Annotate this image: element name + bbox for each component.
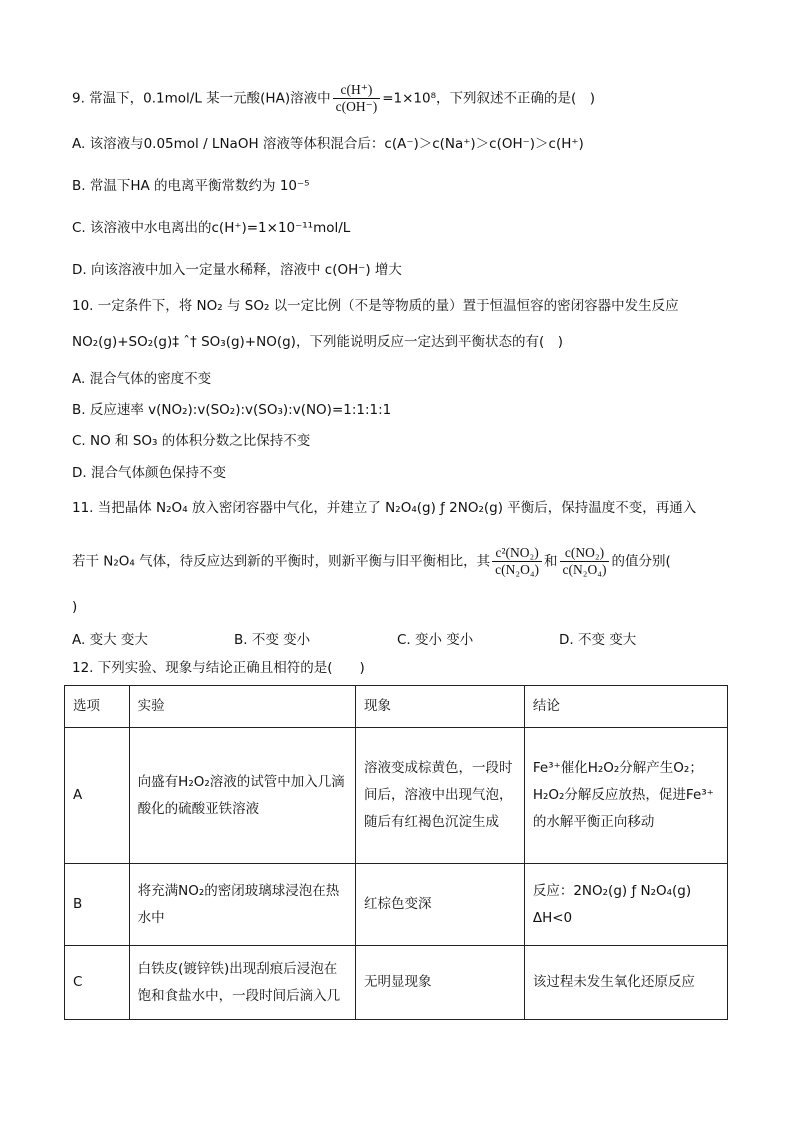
q11-stem-line3: ) (72, 599, 78, 615)
q11-conjunction: 和 (544, 553, 558, 570)
q11-option-c: C. 变小 变小 (397, 632, 474, 648)
option-cell: A (65, 728, 130, 864)
q11-stem-line1: 11. 当把晶体 N₂O₄ 放入密闭容器中气化，并建立了 N₂O₄(g) ƒ 2NO₂(g) 平衡后，保持温度不变，再通入 (72, 500, 697, 516)
q11-option-b: B. 不变 变小 (234, 632, 311, 648)
q11-stem-line2 (72, 545, 671, 578)
fraction-numerator: c(H⁺) (333, 82, 381, 99)
header-cell: 实验 (129, 686, 355, 728)
conclusion-cell: 该过程未发生氧化还原反应 (524, 946, 727, 1020)
header-cell: 选项 (65, 686, 130, 728)
q9-stem (72, 82, 595, 115)
q10-stem-line1: 10. 一定条件下，将 NO₂ 与 SO₂ 以一定比例（不是等物质的量）置于恒温恒容的密闭容器中发生反应 (72, 298, 679, 314)
q11-option-a: A. 变大 变大 (72, 632, 148, 648)
q11-option-d: D. 不变 变大 (559, 632, 637, 648)
q11-stem-text: 若干 N₂O₄ 气体，待反应达到新的平衡时，则新平衡与旧平衡相比，其 (72, 553, 491, 570)
q9-option-b: B. 常温下HA 的电离平衡常数约为 10⁻⁵ (72, 178, 310, 194)
q9-stem-tail: =1×10⁸，下列叙述不正确的是( ) (382, 90, 596, 107)
q11-options (72, 628, 732, 648)
q10-option-c: C. NO 和 SO₃ 的体积分数之比保持不变 (72, 433, 311, 449)
table-row (65, 728, 728, 864)
q10-stem-line2: NO₂(g)+SO₂(g)‡ ˆ† SO₃(g)+NO(g)，下列能说明反应一定达到平衡状态的有( ) (72, 334, 563, 350)
q10-option-d: D. 混合气体颜色保持不变 (72, 465, 226, 481)
experiment-cell: 白铁皮(镀锌铁)出现刮痕后浸泡在饱和食盐水中，一段时间后滴入几 (129, 946, 355, 1020)
q9-ratio-fraction (333, 82, 381, 115)
fraction-denominator: c(N₂O₄) (562, 562, 607, 577)
fraction-numerator: c²(NO₂) (492, 545, 542, 562)
experiment-cell: 将充满NO₂的密闭玻璃球浸泡在热水中 (129, 864, 355, 946)
q9-stem-text: 9. 常温下，0.1mol/L 某一元酸(HA)溶液中 (72, 90, 331, 107)
phenomenon-cell: 溶液变成棕黄色，一段时间后，溶液中出现气泡，随后有红褐色沉淀生成 (356, 728, 525, 864)
q10-option-a: A. 混合气体的密度不变 (72, 371, 212, 387)
option-cell: C (65, 946, 130, 1020)
phenomenon-cell: 无明显现象 (356, 946, 525, 1020)
phenomenon-cell: 红棕色变深 (356, 864, 525, 946)
q9-option-a: A. 该溶液与0.05mol / LNaOH 溶液等体积混合后：c(A⁻)＞c(Na⁺)＞c(OH⁻)＞c(H⁺) (72, 136, 584, 152)
q9-option-d: D. 向该溶液中加入一定量水稀释，溶液中 c(OH⁻) 增大 (72, 262, 402, 278)
header-cell: 现象 (356, 686, 525, 728)
q10-option-b: B. 反应速率 v(NO₂):v(SO₂):v(SO₃):v(NO)=1:1:1:1 (72, 402, 392, 418)
q11-fraction-2 (560, 545, 610, 578)
header-cell: 结论 (524, 686, 727, 728)
fraction-denominator: c(N₂O₄) (495, 562, 540, 577)
option-cell: B (65, 864, 130, 946)
fraction-numerator: c(NO₂) (560, 545, 610, 562)
experiment-table (64, 685, 728, 1020)
q11-stem-tail: 的值分别( (611, 553, 671, 570)
q12-stem: 12. 下列实验、现象与结论正确且相符的是( ) (72, 660, 365, 676)
q9-option-c: C. 该溶液中水电离出的c(H⁺)=1×10⁻¹¹mol/L (72, 220, 351, 236)
table-header-row (65, 686, 728, 728)
table-row (65, 946, 728, 1020)
fraction-denominator: c(OH⁻) (335, 99, 378, 114)
conclusion-cell: 反应：2NO₂(g) ƒ N₂O₄(g) ΔH<0 (524, 864, 727, 946)
conclusion-cell: Fe³⁺催化H₂O₂分解产生O₂；H₂O₂分解反应放热，促进Fe³⁺的水解平衡正向移动 (524, 728, 727, 864)
q11-fraction-1 (492, 545, 542, 578)
table-row (65, 864, 728, 946)
experiment-cell: 向盛有H₂O₂溶液的试管中加入几滴酸化的硫酸亚铁溶液 (129, 728, 355, 864)
